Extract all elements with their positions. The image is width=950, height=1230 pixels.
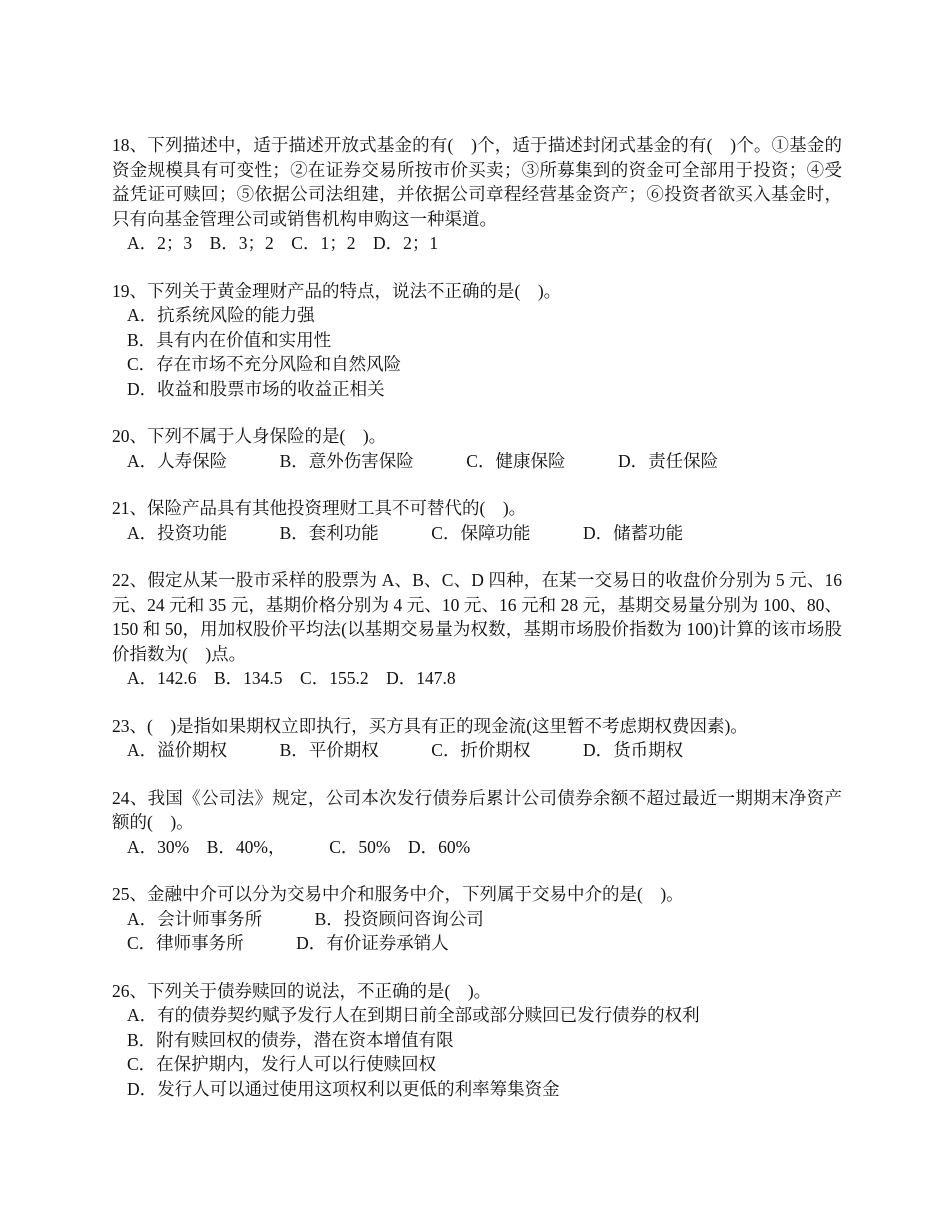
question-options [112,1003,842,1101]
question-19 [112,279,842,402]
option-line: C．在保护期内，发行人可以行使赎回权 [127,1054,437,1074]
option-line: A．溢价期权 B．平价期权 C．折价期权 D．货币期权 [127,740,684,760]
question-stem: 23、( )是指如果期权立即执行，买方具有正的现金流(这里暂不考虑期权费因素)。 [112,715,748,736]
question-18 [112,133,842,256]
question-22 [112,568,842,691]
option-line: A．投资功能 B．套利功能 C．保障功能 D．储蓄功能 [127,522,684,543]
question-23 [112,714,842,763]
question-options [112,907,842,956]
question-options [112,231,842,256]
question-options [112,449,842,474]
question-stem: 22、假定从某一股市采样的股票为 A、B、C、D 四种，在某一交易日的收盘价分别为 5 元、16 元、24 元和 35 元，基期价格分别为 4 元、10 元、16 元和 28 元，基期交易量分别为 100、80、150 和 50，用加权股价平均法(以基期交易量为权数，基期市场股价指数为 100)计算的该市场股价指数为( )点。 [112,570,842,664]
option-line: A．30% B．40%， C．50% D．60% [127,836,471,857]
question-stem: 20、下列不属于人身保险的是( )。 [112,426,387,446]
question-stem: 25、金融中介可以分为交易中介和服务中介，下列属于交易中介的是( )。 [112,884,684,904]
question-stem: 19、下列关于黄金理财产品的特点，说法不正确的是( )。 [112,280,562,301]
question-options [112,835,842,860]
option-line: A．会计师事务所 B．投资顾问咨询公司 [127,908,484,929]
option-line: B．具有内在价值和实用性 [127,329,332,350]
option-line: D．发行人可以通过使用这项权利以更低的利率筹集资金 [127,1078,560,1099]
question-stem: 21、保险产品具有其他投资理财工具不可替代的( )。 [112,498,527,518]
question-stem: 24、我国《公司法》规定，公司本次发行债券后累计公司债券余额不超过最近一期期末净资产额的( )。 [112,787,842,832]
question-stem: 26、下列关于债券赎回的说法，不正确的是( )。 [112,980,492,1001]
question-options [112,521,842,546]
question-21 [112,496,842,545]
option-line: A．抗系统风险的能力强 [127,305,315,325]
question-options [112,666,842,691]
option-line: B．附有赎回权的债券，潜在资本增值有限 [127,1029,454,1050]
option-line: A．有的债券契约赋予发行人在到期日前全部或部分赎回已发行债券的权利 [127,1005,700,1025]
option-line: A．142.6 B．134.5 C．155.2 D．147.8 [127,668,456,688]
question-26 [112,979,842,1102]
document-page [112,133,842,1124]
option-line: C．存在市场不充分风险和自然风险 [127,354,402,374]
option-line: A．2；3 B．3；2 C．1；2 D．2；1 [127,233,439,253]
question-stem: 18、下列描述中，适于描述开放式基金的有( )个，适于描述封闭式基金的有( )个。①基金的资金规模具有可变性；②在证券交易所按市价买卖；③所募集到的资金可全部用于投资；④受益凭证可赎回；⑤依据公司法组建，并依据公司章程经营基金资产；⑥投资者欲买入基金时，只有向基金管理公司或销售机构申购这一种渠道。 [112,135,842,229]
question-options [112,738,842,763]
option-line: C．律师事务所 D．有价证券承销人 [127,933,449,953]
question-25 [112,882,842,956]
option-line: A．人寿保险 B．意外伤害保险 C．健康保险 D．责任保险 [127,450,719,471]
question-20 [112,424,842,473]
option-line: D．收益和股票市场的收益正相关 [127,378,385,399]
question-24 [112,786,842,860]
question-options [112,303,842,401]
